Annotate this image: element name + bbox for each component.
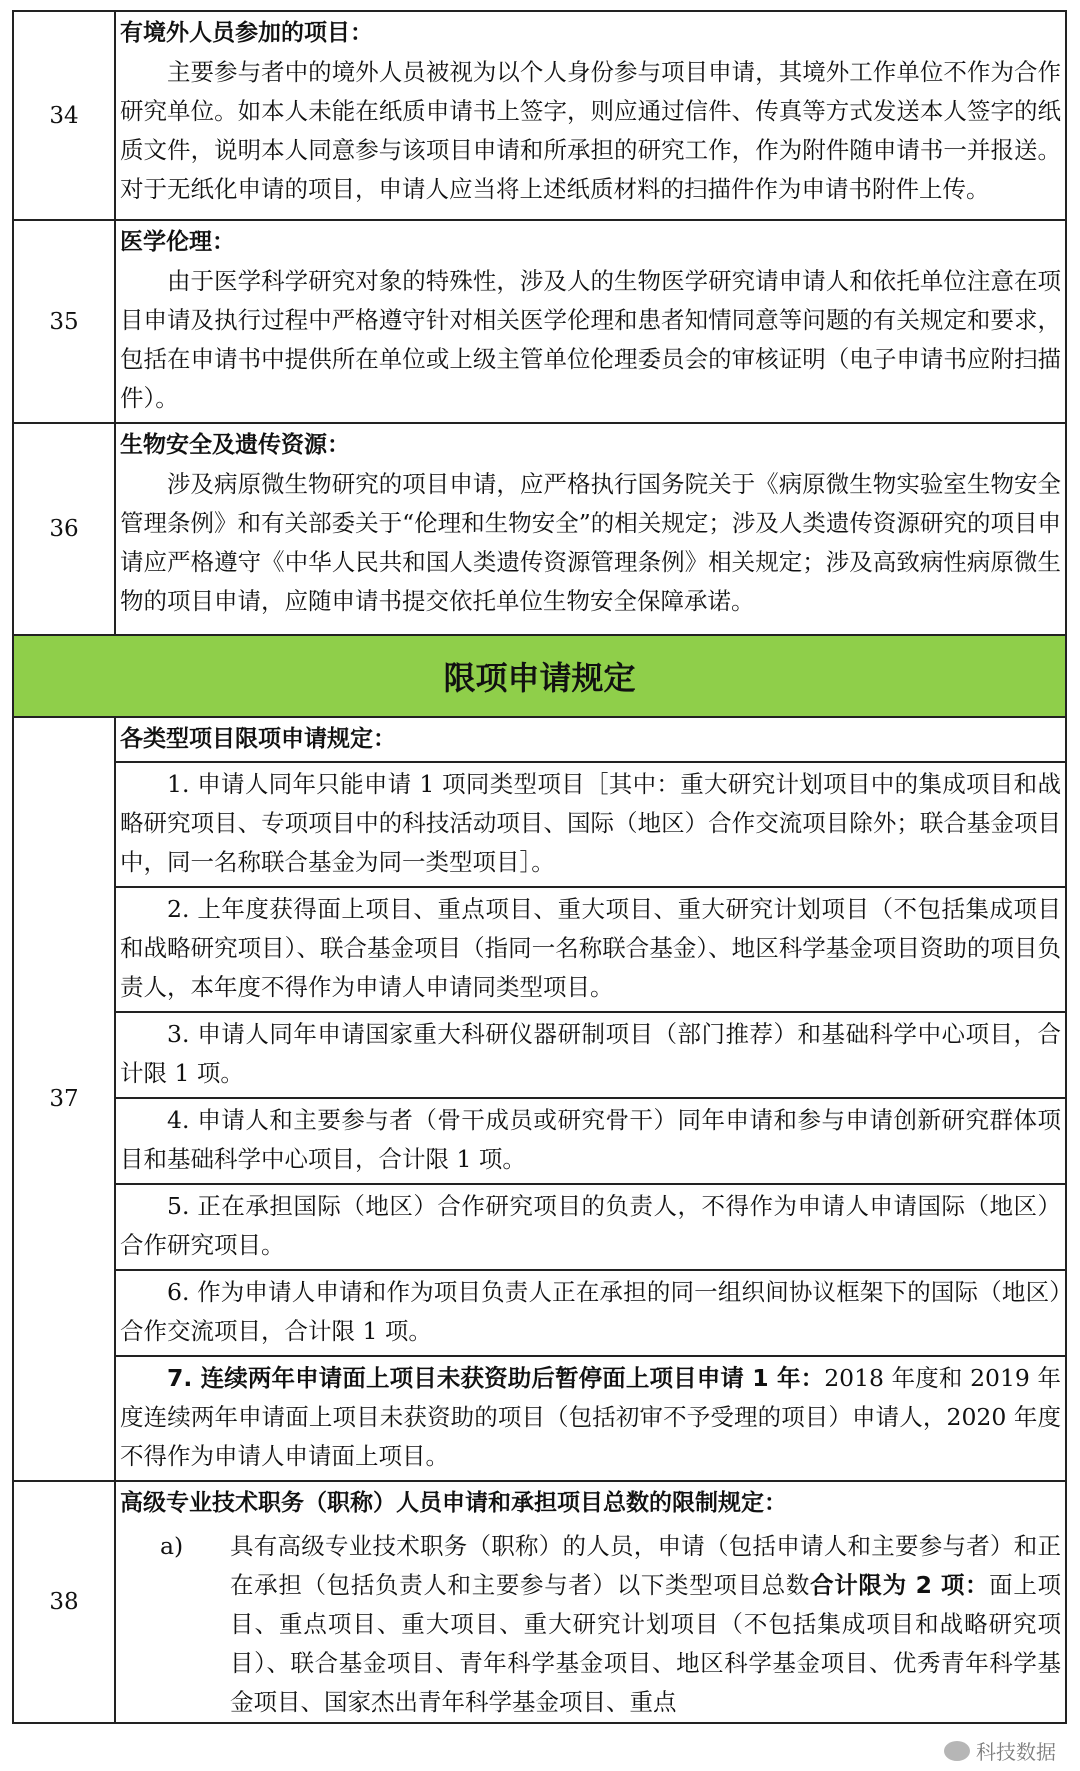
regulations-table bbox=[12, 10, 1067, 1724]
row-heading: 各类型项目限项申请规定： bbox=[120, 726, 396, 752]
list-item: 1. 申请人同年只能申请 1 项同类型项目［其中：重大研究计划项目中的集成项目和战略研究项目、专项项目中的科技活动项目、国际（地区）合作交流项目除外；联合基金项目中，同一名称联合基金为同一类型项目］。 bbox=[116, 761, 1065, 886]
list-item bbox=[116, 1525, 1065, 1722]
row-heading: 有境外人员参加的项目： bbox=[120, 20, 373, 46]
item-bold-lead: 7. 连续两年申请面上项目未获资助后暂停面上项目申请 1 年： bbox=[167, 1364, 825, 1392]
table-row bbox=[13, 1481, 1066, 1723]
row-content bbox=[115, 1481, 1066, 1723]
list-item: 3. 申请人同年申请国家重大科研仪器研制项目（部门推荐）和基础科学中心项目，合计限 1 项。 bbox=[116, 1011, 1065, 1097]
list-item bbox=[116, 1355, 1065, 1480]
row-number: 34 bbox=[13, 11, 115, 220]
row-heading: 医学伦理： bbox=[120, 229, 235, 255]
item-bold-text: 合计限为 2 项： bbox=[810, 1571, 990, 1599]
row-text: 主要参与者中的境外人员被视为以个人身份参与项目申请，其境外工作单位不作为合作研究单位。如本人未能在纸质申请书上签字，则应通过信件、传真等方式发送本人签字的纸质文件，说明本人同意参与该项目申请和所承担的研究工作，作为附件随申请书一并报送。对于无纸化申请的项目，申请人应当将上述纸质材料的扫描件作为申请书附件上传。 bbox=[120, 58, 1061, 203]
table-row bbox=[13, 11, 1066, 220]
table-row bbox=[13, 220, 1066, 423]
row-text: 涉及病原微生物研究的项目申请，应严格执行国务院关于《病原微生物实验室生物安全管理条例》和有关部委关于“伦理和生物安全”的相关规定；涉及人类遗传资源研究的项目申请应严格遵守《中华人民共和国人类遗传资源管理条例》相关规定；涉及高致病性病原微生物的项目申请，应随申请书提交依托单位生物安全保障承诺。 bbox=[120, 470, 1061, 615]
document-table-container bbox=[12, 10, 1067, 1724]
section-title: 限项申请规定 bbox=[13, 635, 1066, 717]
row-number: 35 bbox=[13, 220, 115, 423]
item-label: a) bbox=[160, 1532, 184, 1560]
section-header-row bbox=[13, 635, 1066, 717]
row-heading: 生物安全及遗传资源： bbox=[120, 432, 350, 458]
item-text: 具有高级专业技术职务（职称）的人员，申请（包括申请人和主要参与者）和正在承担（包括负责人和主要参与者）以下类型项目总数 bbox=[230, 1532, 1061, 1599]
row-text: 由于医学科学研究对象的特殊性，涉及人的生物医学研究请申请人和依托单位注意在项目申请及执行过程中严格遵守针对相关医学伦理和患者知情同意等问题的有关规定和要求，包括在申请书中提供所在单位或上级主管单位伦理委员会的审核证明（电子申请书应附扫描件）。 bbox=[120, 267, 1061, 412]
watermark-text: 科技数据 bbox=[976, 1740, 1056, 1764]
row-number: 38 bbox=[13, 1481, 115, 1723]
watermark bbox=[944, 1736, 1056, 1765]
row-content bbox=[115, 423, 1066, 635]
list-item: 6. 作为申请人申请和作为项目负责人正在承担的同一组织间协议框架下的国际（地区）合作交流项目，合计限 1 项。 bbox=[116, 1269, 1065, 1355]
item-text: 2018 年度和 2019 年度连续两年申请面上项目未获资助的项目（包括初审不予受理的项目）申请人，2020 年度不得作为申请人申请面上项目。 bbox=[120, 1364, 1061, 1470]
row-content bbox=[115, 717, 1066, 1481]
item-text: 面上项目、重点项目、重大项目、重大研究计划项目（不包括集成项目和战略研究项目）、联合基金项目、青年科学基金项目、地区科学基金项目、优秀青年科学基金项目、国家杰出青年科学基金项目、重点 bbox=[230, 1571, 1062, 1716]
wechat-icon bbox=[944, 1741, 970, 1761]
list-item: 4. 申请人和主要参与者（骨干成员或研究骨干）同年申请和参与申请创新研究群体项目和基础科学中心项目，合计限 1 项。 bbox=[116, 1097, 1065, 1183]
table-row bbox=[13, 717, 1066, 1481]
row-heading: 高级专业技术职务（职称）人员申请和承担项目总数的限制规定： bbox=[120, 1490, 787, 1516]
row-number: 37 bbox=[13, 717, 115, 1481]
table-row bbox=[13, 423, 1066, 635]
list-item: 2. 上年度获得面上项目、重点项目、重大项目、重大研究计划项目（不包括集成项目和战略研究项目）、联合基金项目（指同一名称联合基金）、地区科学基金项目资助的项目负责人，本年度不得作为申请人申请同类型项目。 bbox=[116, 886, 1065, 1011]
row-content bbox=[115, 11, 1066, 220]
row-content bbox=[115, 220, 1066, 423]
list-item: 5. 正在承担国际（地区）合作研究项目的负责人，不得作为申请人申请国际（地区）合作研究项目。 bbox=[116, 1183, 1065, 1269]
row-number: 36 bbox=[13, 423, 115, 635]
